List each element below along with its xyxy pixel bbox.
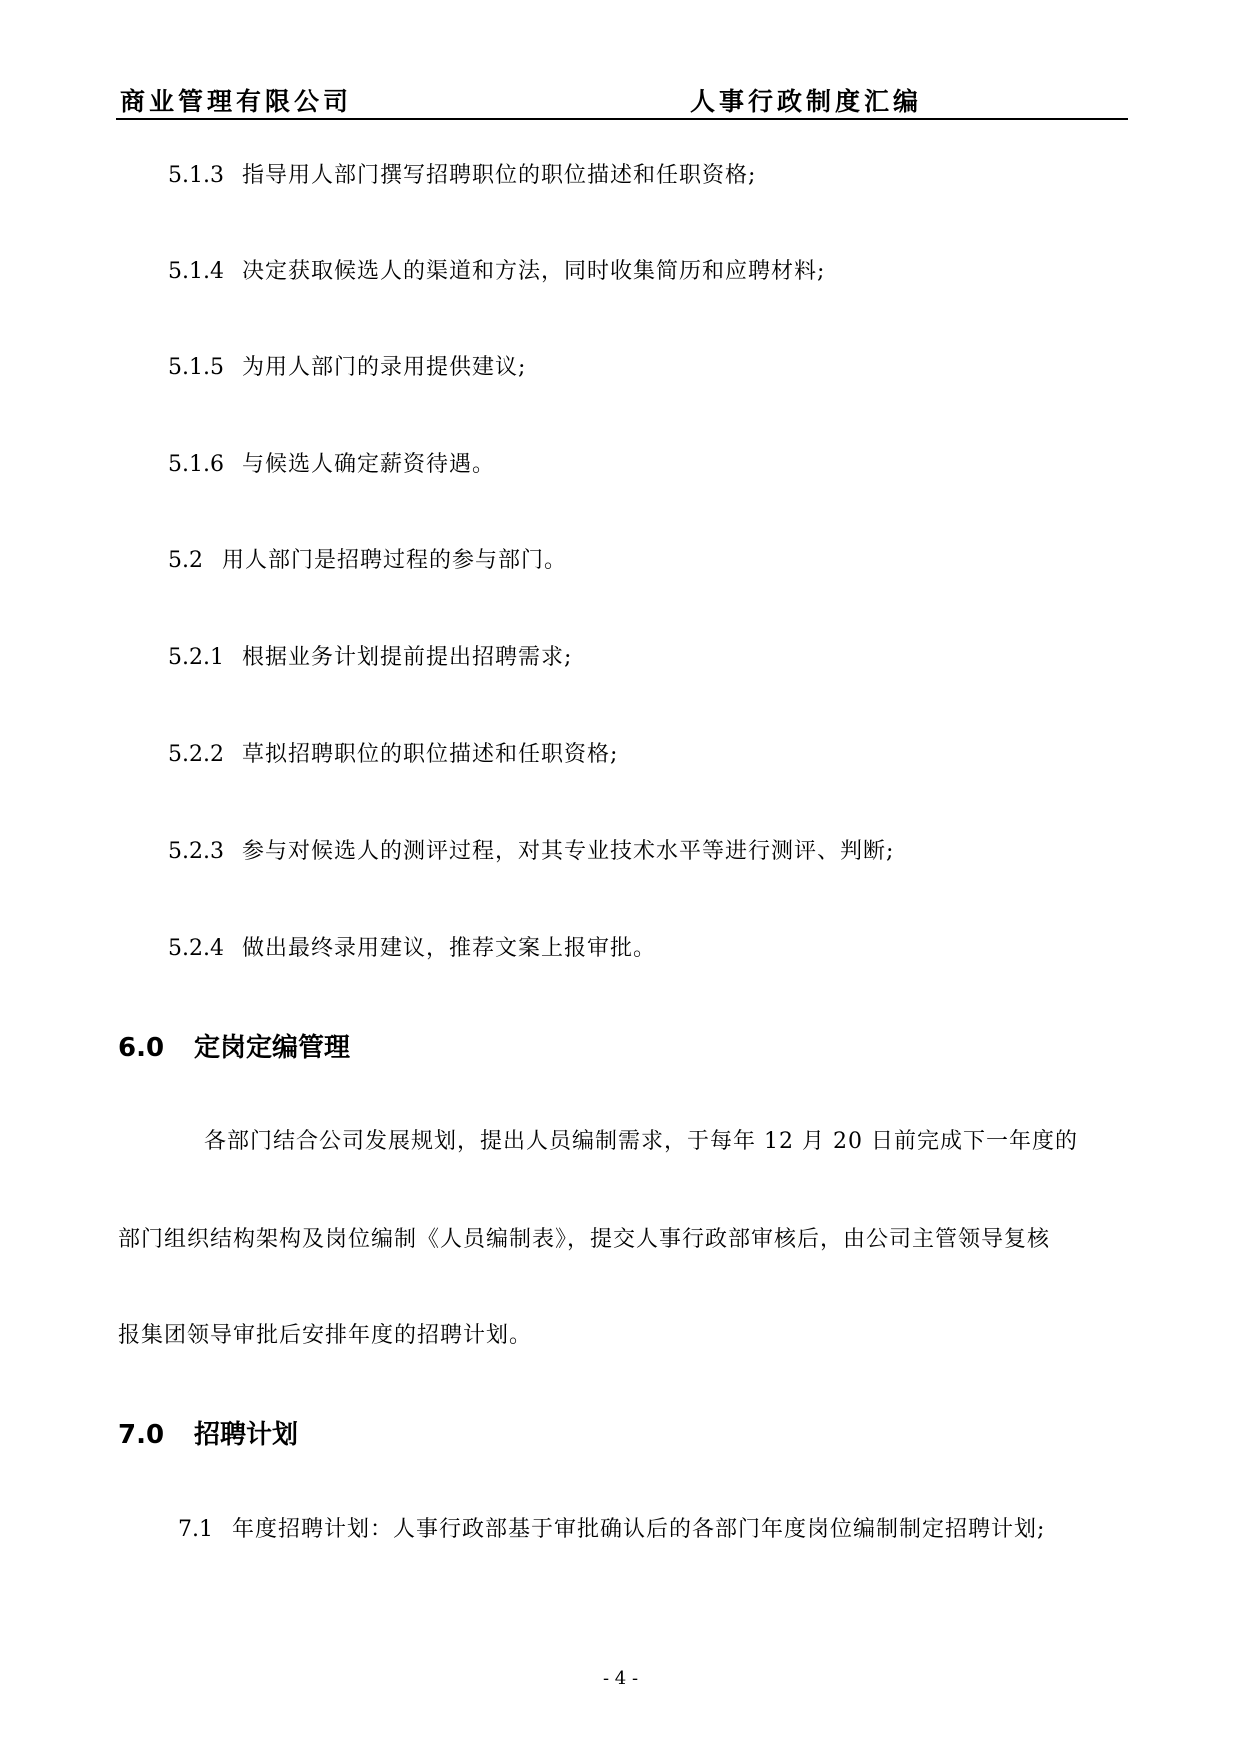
item-text: 根据业务计划提前提出招聘需求; bbox=[242, 645, 573, 670]
section-heading bbox=[118, 1027, 350, 1064]
list-item bbox=[168, 640, 572, 671]
item-text: 做出最终录用建议，推荐文案上报审批。 bbox=[242, 936, 657, 961]
section-title: 招聘计划 bbox=[194, 1420, 299, 1450]
list-item bbox=[168, 834, 894, 865]
item-number: 5.2.2 bbox=[168, 742, 224, 767]
paragraph-line: 各部门结合公司发展规划，提出人员编制需求，于每年 12 月 20 日前完成下一年度的 bbox=[204, 1129, 1078, 1154]
list-item bbox=[168, 158, 756, 189]
section-heading bbox=[118, 1414, 298, 1451]
header-company: 商业管理有限公司 bbox=[120, 87, 353, 116]
section-number: 7.0 bbox=[118, 1420, 165, 1450]
item-number: 5.2.3 bbox=[168, 839, 224, 864]
item-number: 5.2 bbox=[168, 548, 203, 573]
item-text: 草拟招聘职位的职位描述和任职资格; bbox=[242, 742, 619, 767]
header-title: 人事行政制度汇编 bbox=[690, 87, 923, 116]
list-item bbox=[178, 1512, 1045, 1543]
header-divider bbox=[116, 118, 1128, 120]
list-item bbox=[168, 254, 825, 285]
item-text: 用人部门是招聘过程的参与部门。 bbox=[222, 548, 568, 573]
list-item bbox=[168, 931, 656, 962]
page-number: - 4 - bbox=[602, 1668, 639, 1689]
item-text: 年度招聘计划：人事行政部基于审批确认后的各部门年度岗位编制制定招聘计划; bbox=[232, 1517, 1046, 1542]
item-text: 决定获取候选人的渠道和方法，同时收集简历和应聘材料; bbox=[242, 259, 826, 284]
paragraph-line: 部门组织结构架构及岗位编制《人员编制表》，提交人事行政部审核后，由公司主管领导复核 bbox=[118, 1227, 1051, 1252]
item-number: 5.1.4 bbox=[168, 259, 224, 284]
item-number: 7.1 bbox=[178, 1517, 213, 1542]
item-text: 指导用人部门撰写招聘职位的职位描述和任职资格; bbox=[242, 163, 757, 188]
item-number: 5.2.1 bbox=[168, 645, 224, 670]
item-text: 与候选人确定薪资待遇。 bbox=[242, 452, 496, 477]
section-number: 6.0 bbox=[118, 1033, 165, 1063]
item-number: 5.1.6 bbox=[168, 452, 224, 477]
item-number: 5.2.4 bbox=[168, 936, 224, 961]
list-item bbox=[168, 350, 526, 381]
list-item bbox=[168, 543, 567, 574]
item-text: 为用人部门的录用提供建议; bbox=[242, 355, 527, 380]
item-number: 5.1.3 bbox=[168, 163, 224, 188]
item-number: 5.1.5 bbox=[168, 355, 224, 380]
list-item bbox=[168, 737, 618, 768]
item-text: 参与对候选人的测评过程，对其专业技术水平等进行测评、判断; bbox=[242, 839, 895, 864]
section-title: 定岗定编管理 bbox=[194, 1033, 351, 1063]
list-item bbox=[168, 447, 495, 478]
paragraph-line: 报集团领导审批后安排年度的招聘计划。 bbox=[118, 1323, 533, 1348]
